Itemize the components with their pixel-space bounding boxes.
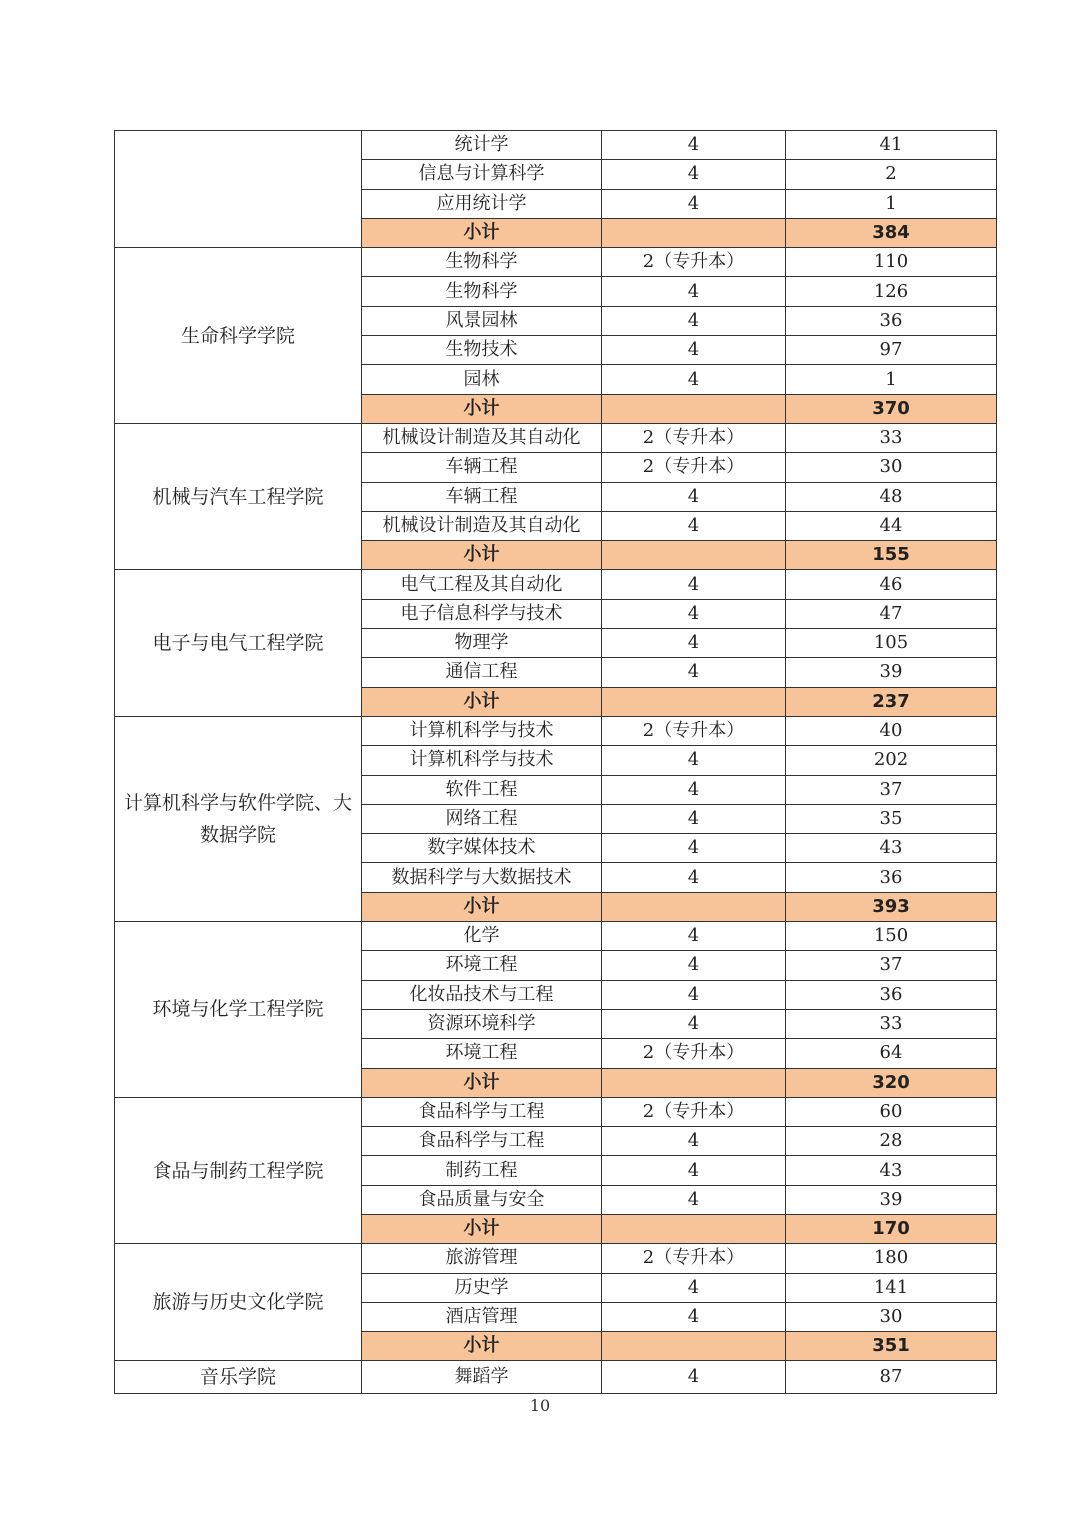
major-cell: 物理学 <box>362 629 602 658</box>
subtotal-label: 小计 <box>362 892 602 921</box>
count-cell: 2 <box>786 160 997 189</box>
enrollment-table <box>114 130 997 1394</box>
years-cell: 4 <box>602 951 786 980</box>
major-cell: 化妆品技术与工程 <box>362 980 602 1009</box>
years-cell: 4 <box>602 599 786 628</box>
college-name-cell: 食品与制药工程学院 <box>115 1097 362 1243</box>
years-cell: 4 <box>602 511 786 540</box>
major-cell: 资源环境科学 <box>362 1009 602 1038</box>
subtotal-label: 小计 <box>362 218 602 247</box>
subtotal-label: 小计 <box>362 1068 602 1097</box>
years-cell: 4 <box>602 746 786 775</box>
count-cell: 30 <box>786 1302 997 1331</box>
years-cell: 4 <box>602 863 786 892</box>
count-cell: 37 <box>786 775 997 804</box>
table-row <box>115 1244 997 1273</box>
count-cell: 40 <box>786 716 997 745</box>
years-cell: 4 <box>602 775 786 804</box>
subtotal-value: 384 <box>786 218 997 247</box>
subtotal-value: 170 <box>786 1214 997 1243</box>
major-cell: 机械设计制造及其自动化 <box>362 423 602 452</box>
count-cell: 33 <box>786 1009 997 1038</box>
years-cell: 4 <box>602 277 786 306</box>
count-cell: 39 <box>786 658 997 687</box>
years-cell: 4 <box>602 922 786 951</box>
count-cell: 36 <box>786 863 997 892</box>
subtotal-label: 小计 <box>362 1332 602 1361</box>
subtotal-label: 小计 <box>362 687 602 716</box>
years-cell: 2（专升本） <box>602 1039 786 1068</box>
page-number: 10 <box>529 1396 551 1415</box>
subtotal-empty-cell <box>602 892 786 921</box>
major-cell: 信息与计算科学 <box>362 160 602 189</box>
subtotal-value: 320 <box>786 1068 997 1097</box>
table-row <box>115 1361 997 1394</box>
college-name-cell: 机械与汽车工程学院 <box>115 423 362 569</box>
subtotal-empty-cell <box>602 1214 786 1243</box>
college-name-cell: 环境与化学工程学院 <box>115 922 362 1098</box>
count-cell: 87 <box>786 1361 997 1394</box>
years-cell: 4 <box>602 570 786 599</box>
count-cell: 180 <box>786 1244 997 1273</box>
count-cell: 46 <box>786 570 997 599</box>
table-row <box>115 1097 997 1126</box>
years-cell: 2（专升本） <box>602 1097 786 1126</box>
major-cell: 环境工程 <box>362 951 602 980</box>
years-cell: 4 <box>602 1273 786 1302</box>
years-cell: 4 <box>602 804 786 833</box>
years-cell: 4 <box>602 1361 786 1394</box>
years-cell: 2（专升本） <box>602 716 786 745</box>
table-row <box>115 922 997 951</box>
major-cell: 化学 <box>362 922 602 951</box>
count-cell: 110 <box>786 248 997 277</box>
count-cell: 60 <box>786 1097 997 1126</box>
major-cell: 数据科学与大数据技术 <box>362 863 602 892</box>
major-cell: 生物科学 <box>362 277 602 306</box>
years-cell: 4 <box>602 482 786 511</box>
years-cell: 2（专升本） <box>602 423 786 452</box>
count-cell: 97 <box>786 336 997 365</box>
major-cell: 舞蹈学 <box>362 1361 602 1394</box>
years-cell: 4 <box>602 1156 786 1185</box>
subtotal-value: 351 <box>786 1332 997 1361</box>
major-cell: 风景园林 <box>362 306 602 335</box>
college-name-cell <box>115 131 362 248</box>
count-cell: 105 <box>786 629 997 658</box>
years-cell: 4 <box>602 980 786 1009</box>
count-cell: 30 <box>786 453 997 482</box>
major-cell: 车辆工程 <box>362 482 602 511</box>
years-cell: 2（专升本） <box>602 248 786 277</box>
subtotal-empty-cell <box>602 1332 786 1361</box>
major-cell: 历史学 <box>362 1273 602 1302</box>
major-cell: 环境工程 <box>362 1039 602 1068</box>
years-cell: 4 <box>602 1185 786 1214</box>
count-cell: 141 <box>786 1273 997 1302</box>
count-cell: 1 <box>786 365 997 394</box>
count-cell: 33 <box>786 423 997 452</box>
count-cell: 43 <box>786 1156 997 1185</box>
major-cell: 电气工程及其自动化 <box>362 570 602 599</box>
major-cell: 食品科学与工程 <box>362 1097 602 1126</box>
major-cell: 食品科学与工程 <box>362 1127 602 1156</box>
years-cell: 4 <box>602 160 786 189</box>
years-cell: 4 <box>602 306 786 335</box>
major-cell: 生物技术 <box>362 336 602 365</box>
subtotal-empty-cell <box>602 687 786 716</box>
subtotal-empty-cell <box>602 218 786 247</box>
major-cell: 数字媒体技术 <box>362 834 602 863</box>
subtotal-empty-cell <box>602 394 786 423</box>
major-cell: 旅游管理 <box>362 1244 602 1273</box>
subtotal-value: 155 <box>786 541 997 570</box>
subtotal-value: 393 <box>786 892 997 921</box>
years-cell: 4 <box>602 834 786 863</box>
major-cell: 软件工程 <box>362 775 602 804</box>
college-name-cell: 电子与电气工程学院 <box>115 570 362 716</box>
college-name-cell: 生命科学学院 <box>115 248 362 424</box>
count-cell: 64 <box>786 1039 997 1068</box>
subtotal-label: 小计 <box>362 541 602 570</box>
years-cell: 4 <box>602 189 786 218</box>
count-cell: 43 <box>786 834 997 863</box>
years-cell: 4 <box>602 336 786 365</box>
subtotal-value: 370 <box>786 394 997 423</box>
major-cell: 通信工程 <box>362 658 602 687</box>
subtotal-empty-cell <box>602 1068 786 1097</box>
major-cell: 网络工程 <box>362 804 602 833</box>
count-cell: 39 <box>786 1185 997 1214</box>
count-cell: 126 <box>786 277 997 306</box>
count-cell: 48 <box>786 482 997 511</box>
years-cell: 4 <box>602 1127 786 1156</box>
table-row <box>115 716 997 745</box>
count-cell: 36 <box>786 306 997 335</box>
major-cell: 应用统计学 <box>362 189 602 218</box>
major-cell: 电子信息科学与技术 <box>362 599 602 628</box>
count-cell: 28 <box>786 1127 997 1156</box>
count-cell: 41 <box>786 131 997 160</box>
count-cell: 150 <box>786 922 997 951</box>
years-cell: 4 <box>602 131 786 160</box>
table-row <box>115 423 997 452</box>
years-cell: 4 <box>602 658 786 687</box>
major-cell: 计算机科学与技术 <box>362 746 602 775</box>
years-cell: 4 <box>602 629 786 658</box>
count-cell: 1 <box>786 189 997 218</box>
table-row <box>115 570 997 599</box>
major-cell: 计算机科学与技术 <box>362 716 602 745</box>
college-name-cell: 音乐学院 <box>115 1361 362 1394</box>
major-cell: 车辆工程 <box>362 453 602 482</box>
table-row <box>115 248 997 277</box>
years-cell: 2（专升本） <box>602 453 786 482</box>
subtotal-label: 小计 <box>362 1214 602 1243</box>
college-name-cell: 计算机科学与软件学院、大数据学院 <box>115 716 362 921</box>
subtotal-value: 237 <box>786 687 997 716</box>
count-cell: 35 <box>786 804 997 833</box>
subtotal-label: 小计 <box>362 394 602 423</box>
years-cell: 4 <box>602 1302 786 1331</box>
major-cell: 机械设计制造及其自动化 <box>362 511 602 540</box>
major-cell: 食品质量与安全 <box>362 1185 602 1214</box>
count-cell: 37 <box>786 951 997 980</box>
count-cell: 36 <box>786 980 997 1009</box>
college-name-cell: 旅游与历史文化学院 <box>115 1244 362 1361</box>
major-cell: 园林 <box>362 365 602 394</box>
count-cell: 44 <box>786 511 997 540</box>
major-cell: 统计学 <box>362 131 602 160</box>
years-cell: 2（专升本） <box>602 1244 786 1273</box>
major-cell: 生物科学 <box>362 248 602 277</box>
count-cell: 47 <box>786 599 997 628</box>
subtotal-empty-cell <box>602 541 786 570</box>
major-cell: 制药工程 <box>362 1156 602 1185</box>
enrollment-table-body <box>115 131 997 1394</box>
years-cell: 4 <box>602 365 786 394</box>
count-cell: 202 <box>786 746 997 775</box>
years-cell: 4 <box>602 1009 786 1038</box>
major-cell: 酒店管理 <box>362 1302 602 1331</box>
table-row <box>115 131 997 160</box>
